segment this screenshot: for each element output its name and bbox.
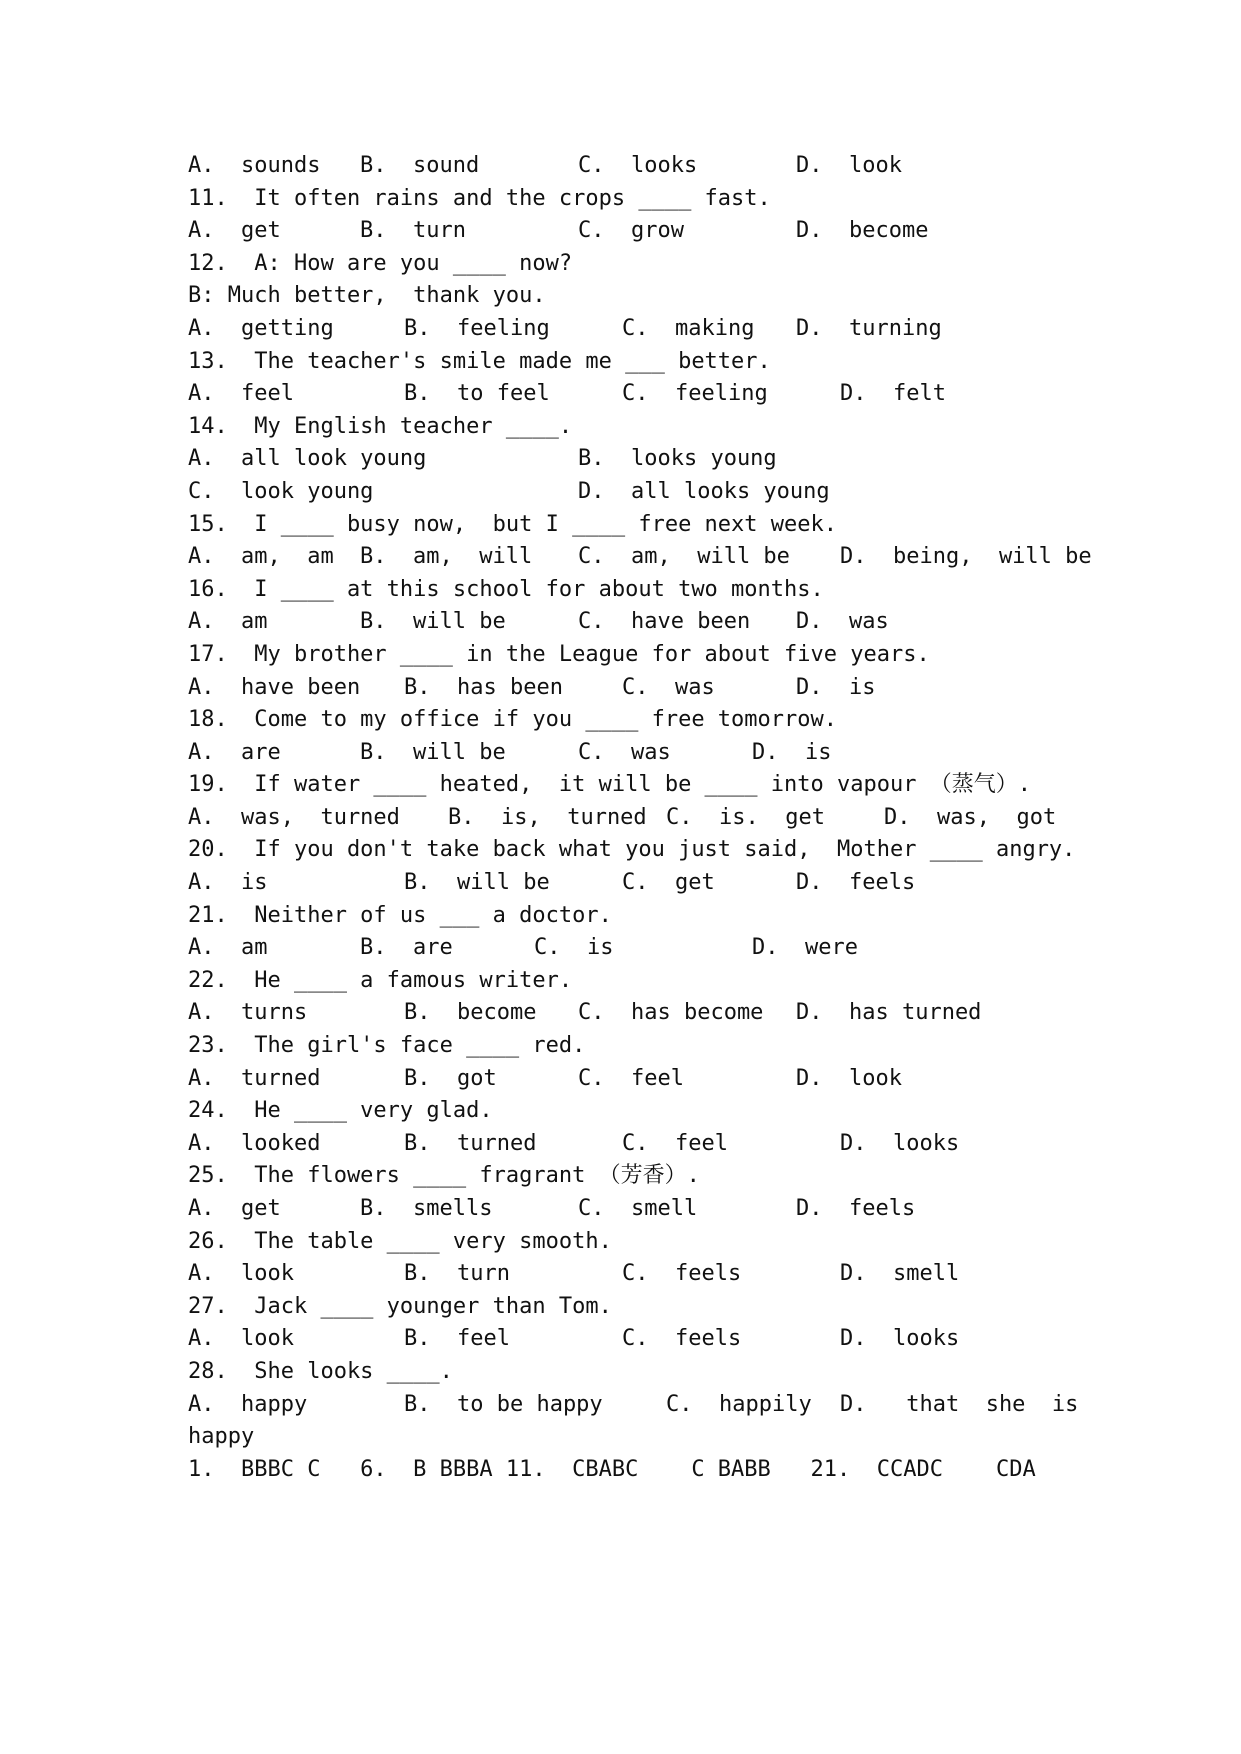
question-text: 13. The teacher's smile made me ___ better.	[188, 348, 771, 374]
answer-options-row	[188, 1389, 1079, 1422]
answer-option: A. looked	[188, 1130, 321, 1156]
answer-option: B. will be	[360, 609, 506, 635]
answer-option: D. feels	[796, 1196, 916, 1221]
answer-option: D. become	[796, 218, 929, 244]
answer-option: B. will be	[360, 739, 506, 765]
answer-options-row	[188, 541, 1092, 574]
answer-option: A. look	[188, 1326, 294, 1352]
answer-option: D. smell	[840, 1261, 960, 1287]
question-text: 12. A: How are you ____ now?	[188, 250, 573, 276]
answer-option: B. to be happy	[404, 1391, 603, 1417]
answer-options-row	[188, 313, 1068, 346]
answer-option: D. being, will be	[840, 544, 1092, 570]
answer-options-row	[188, 1323, 1068, 1356]
answer-option: A. am, am	[188, 544, 334, 570]
question-text: 11. It often rains and the crops ____ fast.	[188, 185, 771, 211]
question-text: 17. My brother ____ in the League for about five years.	[188, 641, 930, 667]
answer-options-row	[188, 378, 1068, 411]
answer-options-row	[188, 1258, 1068, 1291]
answer-option: A. was, turned	[188, 804, 400, 830]
answer-options-row	[188, 737, 1068, 770]
question-text: 26. The table ____ very smooth.	[188, 1228, 612, 1254]
question-text: 14. My English teacher ____.	[188, 413, 573, 439]
question-text: 27. Jack ____ younger than Tom.	[188, 1293, 612, 1319]
answer-option: C. feels	[622, 1261, 742, 1287]
answer-option: D. were	[752, 935, 858, 961]
answer-option: A. turned	[188, 1065, 321, 1091]
question-text: 22. He ____ a famous writer.	[188, 967, 573, 993]
answer-option: A. getting	[188, 315, 334, 341]
question-text: 23. The girl's face ____ red.	[188, 1033, 586, 1059]
answer-option: C. have been	[578, 609, 751, 635]
answer-option: D. that she is	[840, 1391, 1079, 1417]
answer-option: B. are	[360, 935, 453, 961]
answer-option: B. turn	[404, 1261, 510, 1287]
answer-option: B. has been	[404, 674, 563, 700]
answer-options-row	[188, 932, 1068, 965]
answer-option: C. feeling	[622, 381, 768, 407]
answer-option: C. smell	[578, 1196, 698, 1221]
question-text: 20. If you don't take back what you just said, Mother ____ angry.	[188, 837, 1076, 863]
answer-option: C. looks	[578, 153, 698, 178]
answer-option: B. smells	[360, 1196, 493, 1221]
document-page	[188, 150, 1092, 1486]
answer-option: C. look young	[188, 478, 374, 504]
answer-option: D. is	[796, 674, 876, 700]
answer-option: D. was	[796, 609, 889, 635]
answer-option: B. turn	[360, 218, 466, 244]
answer-options-row	[188, 476, 1068, 509]
answer-options-row	[188, 606, 1068, 639]
answer-option: D. is	[752, 739, 832, 765]
answer-option: B. got	[404, 1065, 497, 1091]
answer-option: D. look	[796, 1065, 902, 1091]
answer-option: B. is, turned	[448, 804, 647, 830]
answer-option: C. is. get	[666, 804, 825, 830]
answer-option: C. was	[622, 674, 715, 700]
answer-option: D. has turned	[796, 1000, 982, 1026]
question-text: happy	[188, 1424, 255, 1450]
answer-options-row	[188, 867, 1068, 900]
answer-option: B. looks young	[578, 446, 777, 472]
answer-option: D. looks	[840, 1130, 960, 1156]
answer-option: C. feel	[578, 1065, 684, 1091]
answer-option: A. get	[188, 1196, 281, 1221]
answer-option: C. making	[622, 315, 755, 341]
answer-option: A. am	[188, 935, 268, 961]
answer-option: C. was	[578, 739, 671, 765]
answer-options-row	[188, 672, 1068, 705]
answer-options-row	[188, 1193, 1068, 1226]
answer-option: D. feels	[796, 870, 916, 896]
answer-option: B. turned	[404, 1130, 537, 1156]
answer-options-row	[188, 150, 1068, 183]
answer-option: A. am	[188, 609, 268, 635]
answer-option: A. feel	[188, 381, 294, 407]
answer-option: D. was, got	[884, 804, 1057, 830]
answer-options-row	[188, 1128, 1068, 1161]
answer-option: A. look	[188, 1261, 294, 1287]
question-text: 18. Come to my office if you ____ free tomorrow.	[188, 707, 838, 733]
answer-options-row	[188, 997, 1068, 1030]
question-text: 15. I ____ busy now, but I ____ free next week.	[188, 511, 838, 537]
answer-option: D. turning	[796, 315, 942, 341]
question-text: B: Much better, thank you.	[188, 283, 546, 309]
answer-options-row	[188, 802, 1068, 835]
answer-option: B. feel	[404, 1326, 510, 1352]
answer-option: B. feeling	[404, 315, 550, 341]
answer-option: C. grow	[578, 218, 684, 244]
answer-option: C. is	[534, 935, 614, 961]
answer-option: B. am, will	[360, 544, 533, 570]
question-text: 28. She looks ____.	[188, 1358, 453, 1384]
question-text: 21. Neither of us ___ a doctor.	[188, 902, 612, 928]
answer-options-row	[188, 215, 1068, 248]
answer-option: A. all look young	[188, 446, 427, 472]
answer-option: C. feels	[622, 1326, 742, 1352]
answer-option: A. have been	[188, 674, 361, 700]
answer-option: B. become	[404, 1000, 537, 1026]
answer-option: B. sound	[360, 153, 480, 178]
answer-option: A. turns	[188, 1000, 308, 1026]
answer-option: C. happily	[666, 1391, 812, 1417]
answer-option: D. looks	[840, 1326, 960, 1352]
answer-option: A. happy	[188, 1391, 308, 1417]
question-text: 25. The flowers ____ fragrant （芳香）.	[188, 1163, 700, 1189]
answer-option: A. get	[188, 218, 281, 244]
answer-option: A. sounds	[188, 153, 321, 178]
answer-option: C. get	[622, 870, 715, 896]
answer-key: 1. BBBC C 6. B BBBA 11. CBABC C BABB 21. CCADC CDA	[188, 1456, 1036, 1482]
answer-option: A. are	[188, 739, 281, 765]
answer-option: B. will be	[404, 870, 550, 896]
answer-option: B. to feel	[404, 381, 550, 407]
answer-option: D. all looks young	[578, 478, 830, 504]
answer-options-row	[188, 443, 1068, 476]
answer-option: C. am, will be	[578, 544, 790, 570]
answer-option: A. is	[188, 870, 268, 896]
answer-option: D. felt	[840, 381, 946, 407]
question-text: 24. He ____ very glad.	[188, 1098, 493, 1124]
answer-option: C. feel	[622, 1130, 728, 1156]
answer-option: C. has become	[578, 1000, 764, 1026]
question-text: 16. I ____ at this school for about two months.	[188, 576, 824, 602]
answer-options-row	[188, 1063, 1068, 1096]
question-text: 19. If water ____ heated, it will be ____ into vapour （蒸气）.	[188, 772, 1031, 798]
answer-option: D. look	[796, 153, 902, 178]
